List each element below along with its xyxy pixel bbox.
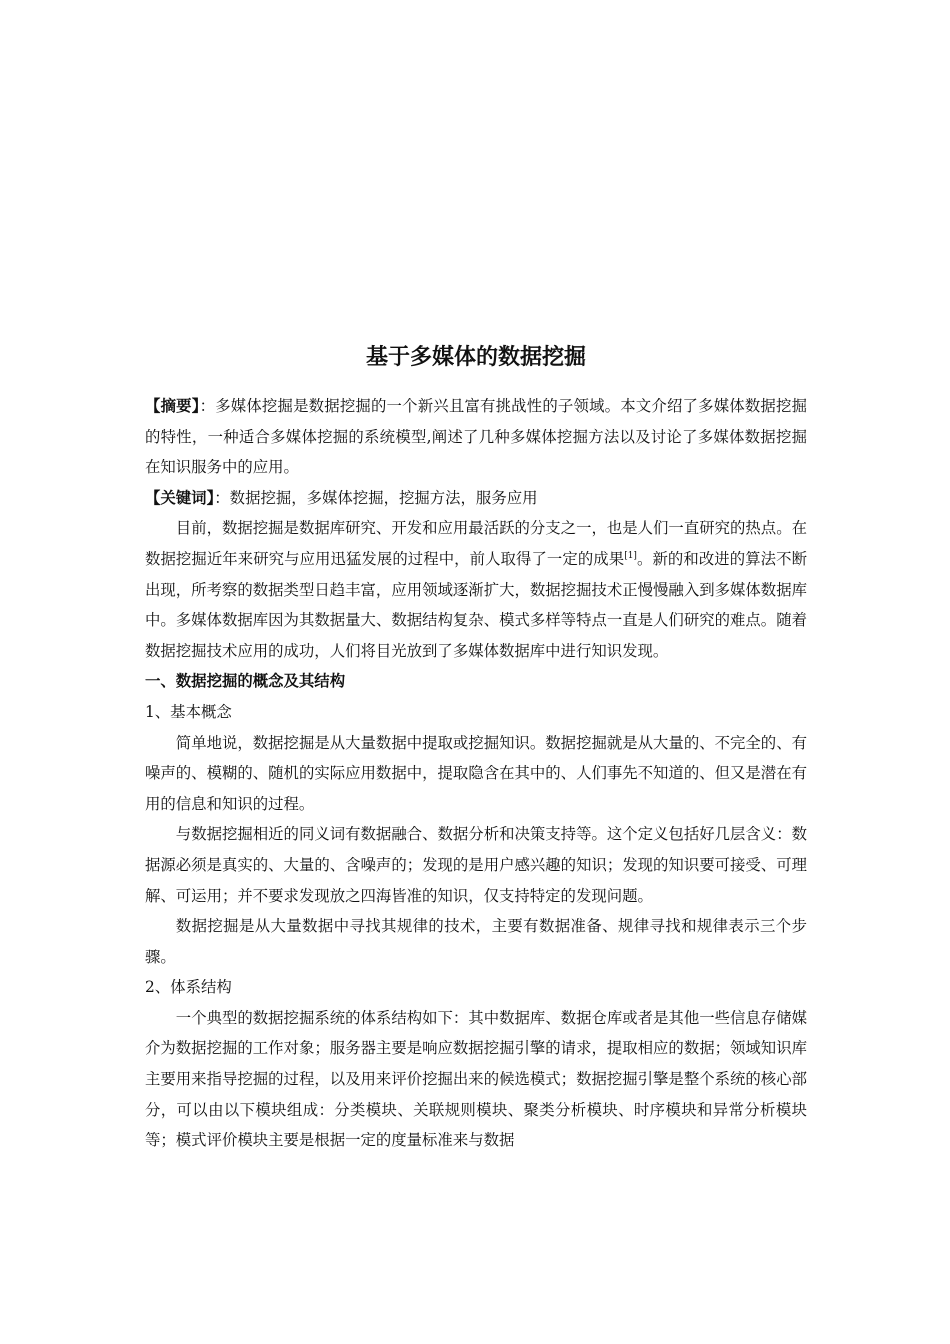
abstract-text: 多媒体挖掘是数据挖掘的一个新兴且富有挑战性的子领域。本文介绍了多媒体数据挖掘的特性，一种适合多媒体挖掘的系统模型,阐述了几种多媒体挖掘方法以及讨论了多媒体数据挖掘在知识服务中的应用。 bbox=[145, 397, 807, 477]
body-paragraph: 一个典型的数据挖掘系统的体系结构如下：其中数据库、数据仓库或者是其他一些信息存储媒介为数据挖掘的工作对象；服务器主要是响应数据挖掘引擎的请求，提取相应的数据；领域知识库主要用来指导挖掘的过程，以及用来评价挖掘出来的候选模式；数据挖掘引擎是整个系统的核心部分，可以由以下模块组成：分类模块、关联规则模块、聚类分析模块、时序模块和异常分析模块等；模式评价模块主要是根据一定的度量标准来与数据 bbox=[145, 1008, 807, 1150]
subsection-heading: 2、体系结构 bbox=[145, 978, 232, 997]
intro-text-part1: 目前，数据挖掘是数据库研究、开发和应用最活跃的分支之一，也是人们一直研究的热点。在数据挖掘近年来研究与应用迅猛发展的过程中，前人取得了一定的成果 bbox=[145, 519, 807, 568]
section-heading: 一、数据挖掘的概念及其结构 bbox=[145, 672, 346, 691]
abstract-separator: ： bbox=[199, 397, 216, 415]
paper-title: 基于多媒体的数据挖掘 bbox=[365, 345, 586, 370]
keywords bbox=[145, 483, 807, 514]
keywords-separator: ： bbox=[214, 488, 230, 507]
intro-text-part2: 。新的和改进的算法不断出现，所考察的数据类型日趋丰富，应用领域逐渐扩大，数据挖掘技术正慢慢融入到多媒体数据库中。多媒体数据库因为其数据量大、数据结构复杂、模式多样等特点一直是人们研究的难点。随着数据挖掘技术应用的成功，人们将目光放到了多媒体数据库中进行知识发现。 bbox=[145, 549, 807, 660]
keywords-text: 数据挖掘，多媒体挖掘，挖掘方法，服务应用 bbox=[229, 488, 538, 507]
keywords-label: 【关键词】 bbox=[145, 488, 215, 507]
citation-ref: [1] bbox=[624, 550, 637, 561]
intro-paragraph bbox=[145, 513, 807, 666]
body-paragraph: 与数据挖掘相近的同义词有数据融合、数据分析和决策支持等。这个定义包括好几层含义：数据源必须是真实的、大量的、含噪声的；发现的是用户感兴趣的知识；发现的知识要可接受、可理解、可运用；并不要求发现放之四海皆准的知识，仅支持特定的发现问题。 bbox=[145, 825, 807, 905]
body-paragraph: 简单地说，数据挖掘是从大量数据中提取或挖掘知识。数据挖掘就是从大量的、不完全的、有噪声的、模糊的、随机的实际应用数据中，提取隐含在其中的、人们事先不知道的、但又是潜在有用的信息和知识的过程。 bbox=[145, 733, 807, 813]
document-page bbox=[145, 340, 807, 1156]
subsection-heading: 1、基本概念 bbox=[145, 702, 232, 721]
abstract bbox=[145, 391, 807, 483]
body-paragraph: 数据挖掘是从大量数据中寻找其规律的技术，主要有数据准备、规律寻找和规律表示三个步骤。 bbox=[145, 917, 807, 966]
abstract-label: 【摘要】 bbox=[145, 397, 200, 415]
